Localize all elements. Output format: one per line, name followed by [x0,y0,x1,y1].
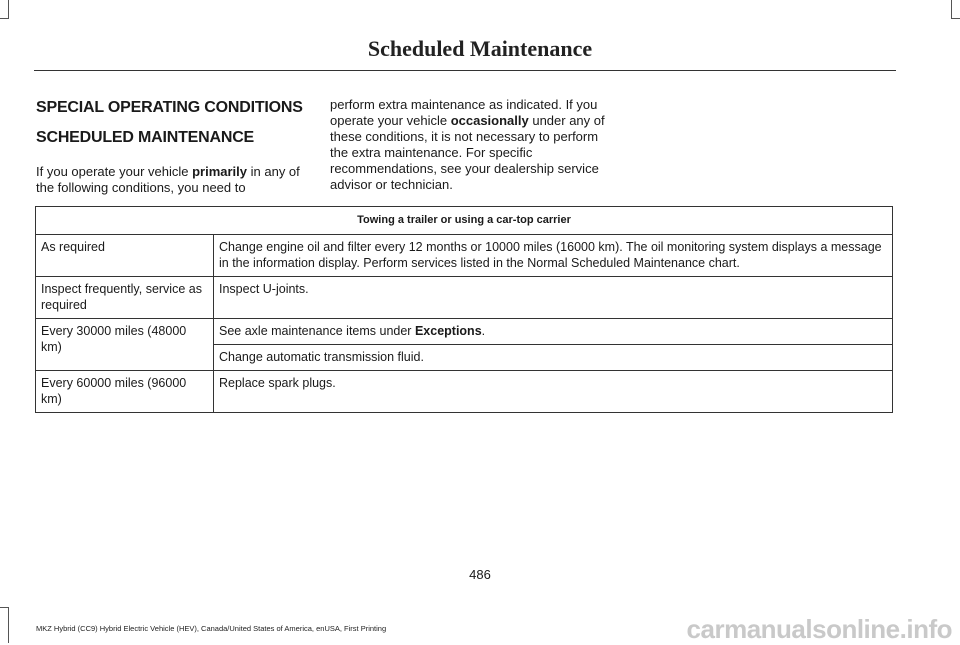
intro-paragraph-right [330,97,605,193]
crop-mark-bottom-left-horizontal [0,607,9,608]
table-row [36,319,893,345]
action-text-before: See axle maintenance items under [219,324,415,338]
crop-mark-top-left-horizontal [0,18,9,19]
header-rule [34,70,896,71]
intro-text-after: in any of the following conditions, you need to [36,164,300,195]
intro-paragraph-left [36,164,311,196]
left-column [36,98,311,196]
action-text-after: . [481,324,486,338]
crop-mark-top-right-horizontal [951,18,960,19]
interval-cell: As required [36,235,214,277]
continued-text-bold-occasionally: occasionally [450,113,529,128]
maintenance-table [35,206,893,413]
interval-cell: Inspect frequently, service as required [36,277,214,319]
right-column [330,97,605,193]
table-header-row [36,207,893,235]
crop-mark-top-right-vertical [951,0,952,18]
interval-cell: Every 60000 miles (96000 km) [36,371,214,413]
footer-text: MKZ Hybrid (CC9) Hybrid Electric Vehicle (HEV), Canada/United States of America, enUSA, First Printing [36,624,387,633]
section-heading-special-operating-conditions: SPECIAL OPERATING CONDITIONS [36,99,303,116]
intro-text-before: If you operate your vehicle [36,164,193,179]
crop-mark-top-left-vertical [8,0,9,18]
table-row [36,235,893,277]
page-number: 486 [469,567,491,582]
action-cell [214,319,893,345]
section-heading-scheduled-maintenance: SCHEDULED MAINTENANCE [36,129,255,146]
action-cell: Change engine oil and filter every 12 months or 10000 miles (16000 km). The oil monitoring system displays a message in the information display. Perform services listed in the Normal Scheduled Maintenance chart. [214,235,893,277]
continued-text-start: perform extra maintenance as indicated. If you operate your vehicle [330,97,598,128]
table-row [36,371,893,413]
action-cell: Replace spark plugs. [214,371,893,413]
interval-cell: Every 30000 miles (48000 km) [36,319,214,371]
watermark-logo-text: carmanualsonline.info [686,614,952,644]
intro-text-bold-primarily: primarily [192,164,248,179]
continued-text-after: under any of these conditions, it is not necessary to perform the extra maintenance. For specific recommendations, see your dealership service advisor or technician. [330,113,605,192]
table-title: Towing a trailer or using a car-top carrier [36,207,893,235]
table-row [36,277,893,319]
action-cell: Inspect U-joints. [214,277,893,319]
exceptions-reference: Exceptions [414,324,482,338]
action-cell: Change automatic transmission fluid. [214,345,893,371]
crop-mark-bottom-left-vertical [8,607,9,643]
page-header-title: Scheduled Maintenance [367,36,593,61]
